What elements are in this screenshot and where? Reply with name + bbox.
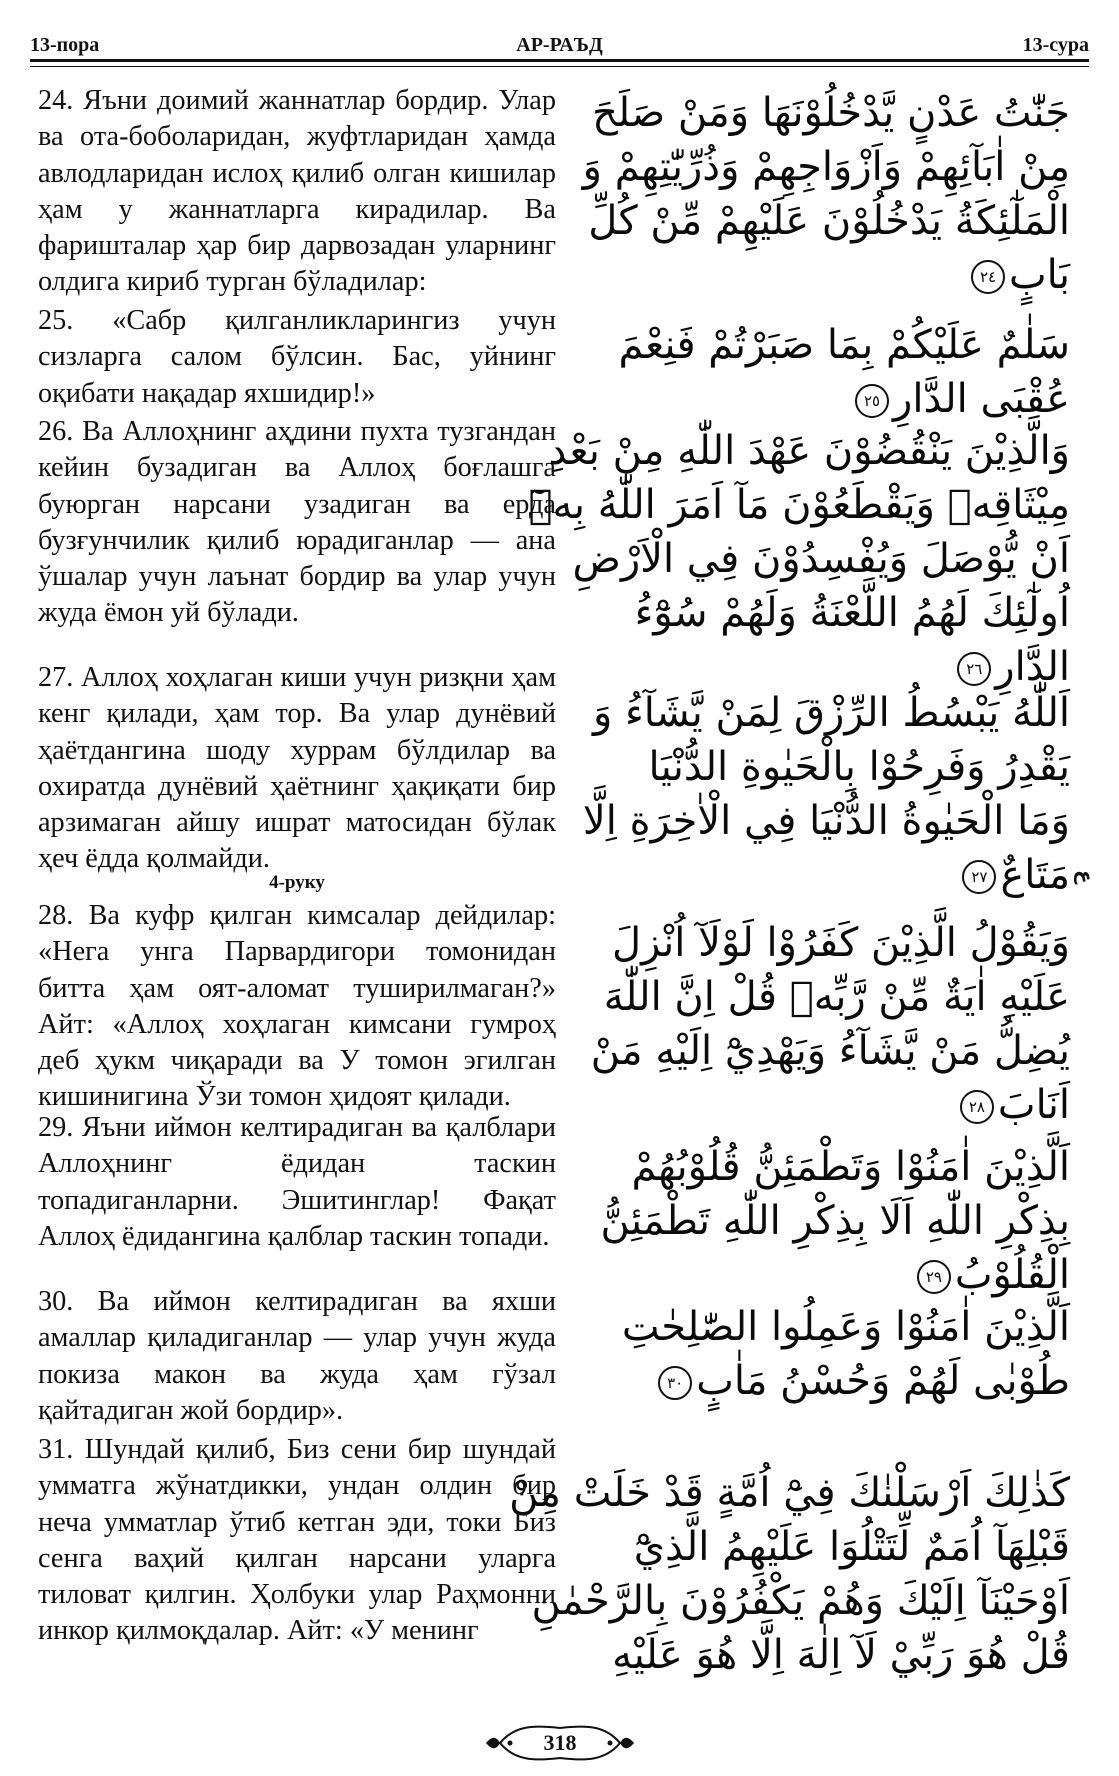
ruku-margin-mark: ع [1074, 870, 1098, 884]
translation-verse-29 [38, 1110, 556, 1255]
verse-text: Ва Аллоҳнинг аҳдини пухта тузгандан кейин бузадиган ва Аллоҳ боғлашга буюрган нарсани узадиган ва ерда бузғунчилик қилиб юрадиганлар — ана ўшалар учун лаънат бордир ва улар учун жуда ёмон уй бўлади. [38, 416, 556, 629]
arabic-line-text: اَنَابَ [997, 1082, 1070, 1128]
verse-number: 26. [38, 416, 74, 447]
page-number: 318 [543, 1730, 577, 1755]
arabic-line-text: مَتَاعٌ [1000, 852, 1070, 898]
verse-number: 25. [38, 305, 74, 336]
arabic-line: اَلَّذِيْنَ اٰمَنُوْا وَتَطْمَئِنُّ قُلُوْبُهُمْ [631, 1144, 1070, 1190]
arabic-verse-24 [578, 86, 1070, 302]
arabic-line: مِنْ اٰبَآئِهِمْ وَاَزْوَاجِهِمْ وَذُرِّيّٰتِهِمْ وَ [582, 144, 1070, 190]
arabic-line-text: الدَّارِ [995, 644, 1070, 690]
arabic-line: وَالَّذِيْنَ يَنْقُضُوْنَ عَهْدَ اللّٰهِ مِنْ بَعْدِ [548, 428, 1070, 474]
arabic-line: اَوْحَيْنَآ اِلَيْكَ وَهُمْ يَكْفُرُوْنَ بِالرَّحْمٰنِ [531, 1578, 1070, 1624]
translation-verse-26 [38, 414, 556, 632]
verse-number: 30. [38, 1286, 74, 1317]
header-surah-name: АР-РАЪД [516, 34, 603, 56]
arabic-line: قُلْ هُوَ رَبِّيْ لَآ اِلٰهَ اِلَّا هُوَ عَلَيْهِ [612, 1632, 1070, 1678]
ayah-number-marker: ٢٨ [960, 1090, 994, 1124]
ayah-number-marker: ٢٤ [971, 260, 1005, 294]
verse-text: Яъни иймон келтирадиган ва қалблари Аллоҳнинг ёдидан таскин топадиганларни. Эшитинглар! Фақат Аллоҳ ёдидангина қалблар таскин топади. [38, 1112, 556, 1252]
ruku-heading: 4-руку [269, 872, 325, 893]
translation-verse-24 [38, 83, 556, 301]
header-surah-number: 13-сура [1022, 34, 1089, 56]
arabic-verse-30 [578, 1300, 1070, 1408]
arabic-line: الْمَلٰٓئِكَةُ يَدْخُلُوْنَ عَلَيْهِمْ مِّنْ كُلِّ [588, 198, 1070, 244]
verse-text: Ва куфр қилган кимсалар дейдилар: «Нега унга Парвардигори томонидан битта ҳам оят-аломат туширилмаган?» Айт: «Аллоҳ хоҳлаган кимсани гумроҳ деб ҳукм чиқаради ва У томон эгилган кишинигина Ўзи томон ҳидоят қилади. [38, 900, 556, 1113]
verse-text: Яъни доимий жаннатлар бордир. Улар ва ота-боболаридан, жуфтларидан ҳамда авлодларидан ислоҳ қилиб олган кишилар ҳам у жаннатларга кирадилар. Ва фаришталар ҳар бир дарвозадан уларнинг олдига кириб турган бўладилар: [38, 85, 556, 298]
verse-number: 28. [38, 900, 74, 931]
arabic-line: قَبْلِهَآ اُمَمٌ لِّتَتْلُوَا عَلَيْهِمُ الَّذِيْٓ [633, 1524, 1070, 1570]
verse-number: 27. [38, 662, 74, 693]
verse-number: 24. [38, 85, 74, 116]
arabic-line: بِذِكْرِ اللّٰهِ اَلَا بِذِكْرِ اللّٰهِ تَطْمَئِنُّ [600, 1198, 1070, 1244]
ayah-number-marker: ٢٥ [855, 384, 889, 418]
arabic-line: جَنّٰتُ عَدْنٍ يَّدْخُلُوْنَهَا وَمَنْ صَلَحَ [592, 90, 1070, 136]
arabic-line: سَلٰمٌ عَلَيْكُمْ بِمَا صَبَرْتُمْ فَنِعْمَ [618, 322, 1070, 368]
ayah-number-marker: ٢٦ [957, 652, 991, 686]
arabic-line: يَقْدِرُ وَفَرِحُوْا بِالْحَيٰوةِ الدُّنْيَا [648, 744, 1070, 790]
arabic-line [578, 1248, 1070, 1302]
arabic-line [578, 248, 1070, 302]
arabic-verse-27 [578, 686, 1070, 902]
arabic-line: اَنْ يُّوْصَلَ وَيُفْسِدُوْنَ فِي الْاَرْضِ [572, 536, 1070, 582]
arabic-line [578, 1354, 1070, 1408]
arabic-line-text: عُقْبَى الدَّارِ [893, 376, 1070, 422]
arabic-line: عَلَيْهِ اٰيَةٌ مِّنْ رَّبِّهٖ قُلْ اِنَّ اللّٰهَ [603, 974, 1070, 1020]
arabic-line: كَذٰلِكَ اَرْسَلْنٰكَ فِيْٓ اُمَّةٍ قَدْ خَلَتْ مِنْ [509, 1470, 1070, 1516]
verse-text: Аллоҳ хоҳлаган киши учун ризқни ҳам кенг қилади, ҳам тор. Ва улар дунёвий ҳаётдангина шоду хуррам бўлдилар ва охиратда дунёвий ҳаётнинг ҳақиқати бир арзимаган айшу ишрат матосидан бўлак ҳеч ёдда қолмайди. [38, 662, 556, 875]
ayah-number-marker: ٢٧ [962, 860, 996, 894]
translation-verse-28 [38, 898, 556, 1116]
arabic-line: يُضِلُّ مَنْ يَّشَآءُ وَيَهْدِيْٓ اِلَيْهِ مَنْ [590, 1028, 1070, 1074]
page-number-ornament [480, 1722, 640, 1764]
ayah-number-marker: ٢٩ [917, 1260, 951, 1294]
arabic-line [578, 372, 1070, 426]
verse-number: 31. [38, 1434, 74, 1465]
arabic-line: وَمَا الْحَيٰوةُ الدُّنْيَا فِي الْاٰخِرَةِ اِلَّا [582, 798, 1070, 844]
arabic-line: مِيْثَاقِهٖ وَيَقْطَعُوْنَ مَآ اَمَرَ اللّٰهُ بِهٖٓ [528, 482, 1070, 528]
arabic-line-text: بَابٍ [1009, 252, 1070, 298]
arabic-line: اَللّٰهُ يَبْسُطُ الرِّزْقَ لِمَنْ يَّشَآءُ وَ [592, 690, 1070, 736]
verse-text: Ва иймон келтирадиган ва яхши амаллар қиладиганлар — улар учун жуда покиза макон ва жуда ҳам гўзал қайтадиган жой бордир». [38, 1286, 557, 1426]
arabic-line: اَلَّذِيْنَ اٰمَنُوْا وَعَمِلُوا الصّٰلِحٰتِ [621, 1304, 1070, 1350]
arabic-line [578, 848, 1070, 902]
verse-text: Шундай қилиб, Биз сени бир шундай умматга жўнатдикки, ундан олдин бир неча умматлар ўтиб кетган эди, токи Биз сенга ваҳий қилган нарсани уларга тиловат қилгин. Ҳолбуки улар Раҳмонни инкор қилмоқдалар. Айт: «У менинг [38, 1434, 556, 1647]
arabic-line: اُولٰٓئِكَ لَهُمُ اللَّعْنَةُ وَلَهُمْ سُوْٓءُ [634, 590, 1070, 636]
translation-verse-31 [38, 1432, 556, 1650]
arabic-verse-28 [578, 916, 1070, 1132]
translation-verse-27 [38, 660, 556, 878]
translation-verse-25 [38, 303, 556, 412]
arabic-line [578, 1078, 1070, 1132]
arabic-verse-31 [509, 1466, 1070, 1682]
arabic-line: وَيَقُوْلُ الَّذِيْنَ كَفَرُوْا لَوْلَآ اُنْزِلَ [612, 920, 1070, 966]
arabic-verse-25 [578, 318, 1070, 426]
header-part: 13-пора [30, 34, 100, 56]
ayah-number-marker: ٣٠ [658, 1366, 692, 1400]
arabic-verse-26 [528, 424, 1070, 694]
arabic-line-text: طُوْبٰى لَهُمْ وَحُسْنُ مَاٰبٍ [696, 1358, 1070, 1404]
translation-column [38, 0, 556, 1776]
arabic-verse-29 [578, 1140, 1070, 1302]
verse-number: 29. [38, 1112, 74, 1143]
translation-verse-30 [38, 1284, 556, 1429]
verse-text: «Сабр қилганликларингиз учун сизларга салом бўлсин. Бас, уйнинг оқибати нақадар яхшидир!» [38, 305, 557, 409]
arabic-line-text: الْقُلُوْبُ [954, 1252, 1070, 1298]
